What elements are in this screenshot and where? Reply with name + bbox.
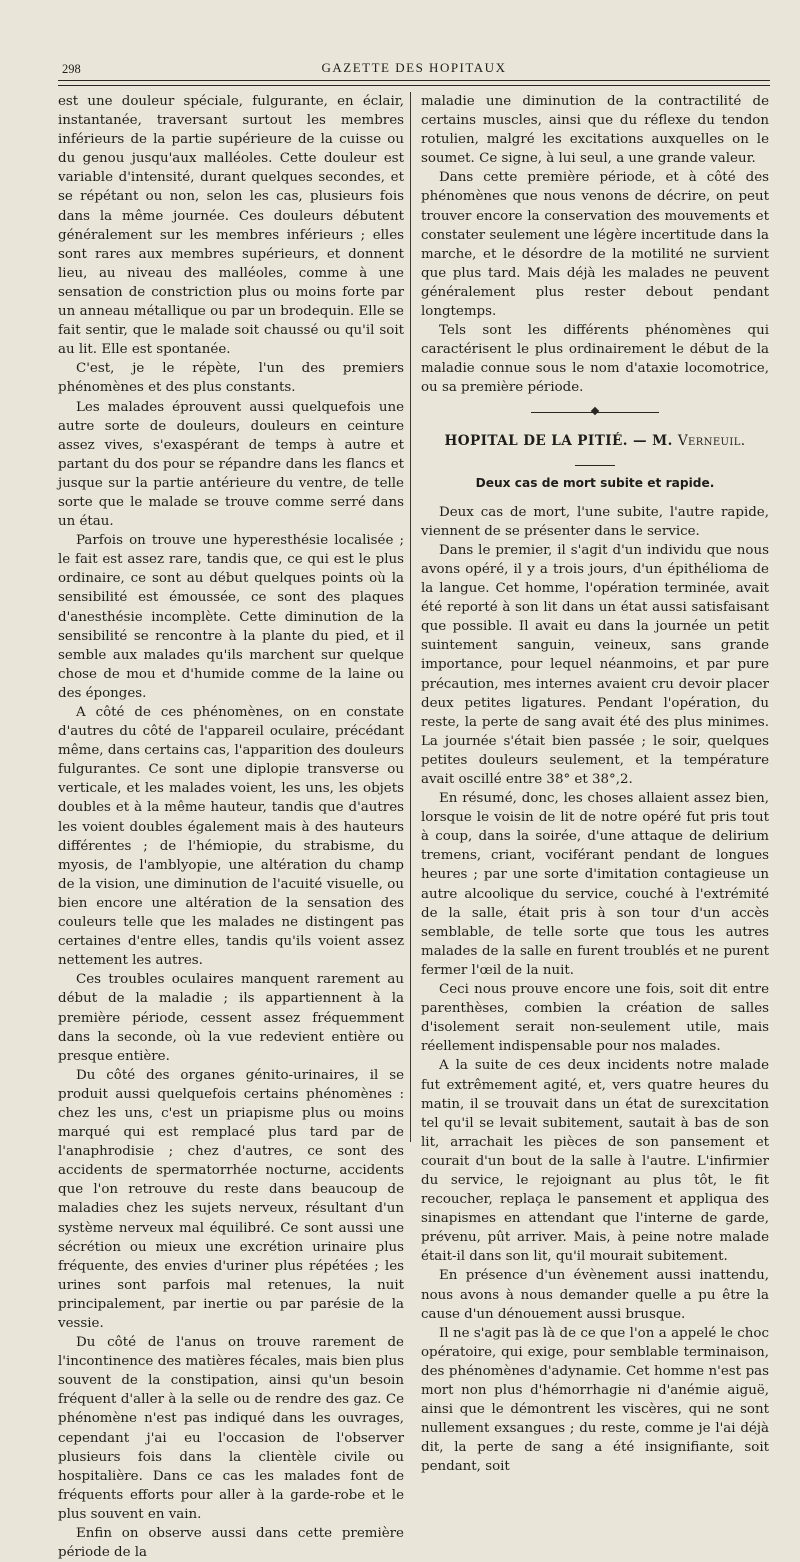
left-column (58, 92, 404, 1562)
page-header (58, 60, 770, 78)
paragraph: Parfois on trouve une hyperesthésie localisée ; le fait est assez rare, tandis que, ce qui est le plus ordinaire, ce sont au début quelques points où la sensibilité est émoussée, ce sont des plaques d'anesthésie incomplète. Cette diminution de la sensibilité se rencontre à la plante du pied, et il semble aux malades qu'ils marchent sur quelque chose de mou et d'humide comme de la laine ou des éponges. (58, 533, 404, 701)
paragraph: C'est, je le répète, l'un des premiers phénomènes et des plus constants. (58, 361, 404, 396)
paragraph: Dans le premier, il s'agit d'un individu que nous avons opéré, il y a trois jours, d'un épithélioma de la langue. Cet homme, l'opération terminée, avait été reporté à son lit dans un état aussi satisfaisant que possible. Il avait eu dans la journée un petit suintement sanguin, veineux, sans grande importance, pour lequel néanmoins, et par pure précaution, mes internes avaient cru devoir placer deux petites ligatures. Pendant l'opération, du reste, la perte de sang avait été des plus minimes. La journée s'était bien passée ; le soir, quelques petites douleurs seulement, et la température avait oscillé entre 38° et 38°,2. (421, 542, 769, 787)
paragraph: maladie une diminution de la contractilité de certains muscles, ainsi que du réflexe du tendon rotulien, malgré les excitations auxquelles on le soumet. Ce signe, à lui seul, a une grande valeur. (421, 94, 769, 167)
paragraph: est une douleur spéciale, fulgurante, en éclair, instantanée, traversant surtout les membres inférieurs de la partie supérieure de la cuisse ou du genou jusqu'aux malléoles. Cette douleur est variable d'intensité, durant quelques secondes, et se répétant ou non, selon les cas, plusieurs fois dans la même journée. Ces douleurs débutent généralement sur les membres inférieurs ; elles sont rares aux membres supérieurs, et donnent lieu, au niveau des malléoles, comme à une sensation de constriction plus ou moins forte par un anneau métallique ou par un brodequin. Elle se fait sentir, que le malade soit chaussé ou qu'il soit au lit. Elle est spontanée. (58, 94, 404, 358)
paragraph: Du côté des organes génito-urinaires, il se produit aussi quelquefois certains phénomènes : chez les uns, c'est un priapisme plus ou moins marqué qui est remplacé plus tard par de l'anaphrodisie ; chez d'autres, ce sont des accidents de spermatorrhée nocturne, accidents que l'on retrouve du reste dans beaucoup de maladies chez les sujets nerveux, résultant d'un système nerveux mal équilibré. Ce sont aussi une sécrétion ou mieux une excrétion urinaire plus fréquente, des envies d'uriner plus répétées ; les urines sont parfois mal retenues, la nuit principalement, par inertie ou par parésie de la vessie. (58, 1067, 404, 1331)
paragraph: Ceci nous prouve encore une fois, soit dit entre parenthèses, combien la création de salles d'isolement serait non-seulement utile, mais réellement indispensable pour nos malades. (421, 982, 769, 1055)
separator-ornament (591, 406, 599, 414)
paragraph: Enfin on observe aussi dans cette première période de la (58, 1526, 404, 1561)
hospital-name: HOPITAL DE LA PITIÉ. — M. (444, 432, 673, 449)
page-number: 298 (62, 62, 81, 76)
section-author: Verneuil. (677, 432, 746, 449)
section-heading (421, 432, 769, 451)
paragraph: Il ne s'agit pas là de ce que l'on a appelé le choc opératoire, qui exige, pour semblable terminaison, des phénomènes d'adynamie. Cet homme n'est pas mort non plus d'hémorrhagie ni d'anémie aiguë, ainsi que le démontrent les viscères, qui ne sont nullement exsangues ; du reste, comme je l'ai déjà dit, la perte de sang a été insignifiante, soit pendant, soit (421, 1325, 769, 1475)
column-divider (410, 92, 411, 1142)
paragraph: Tels sont les différents phénomènes qui caractérisent le plus ordinairement le début de la maladie connue sous le nom d'ataxie locomotrice, ou sa première période. (421, 323, 769, 396)
paragraph: A côté de ces phénomènes, on en constate d'autres du côté de l'appareil oculaire, précédant même, dans certains cas, l'apparition des douleurs fulgurantes. Ce sont une diplopie transverse ou verticale, et les malades voient, les uns, les objets doubles et à la même hauteur, tandis que d'autres les voient doubles également mais à des hauteurs différentes ; de l'hémiopie, du strabisme, du myosis, de l'amblyopie, une altération du champ de la vision, une diminution de l'acuité visuelle, ou bien encore une altération de la sensation des couleurs telle que les malades ne distingent pas certaines d'entre elles, tandis qu'ils voient assez nettement les autres. (58, 705, 404, 969)
journal-title: GAZETTE DES HOPITAUX (321, 60, 507, 75)
paragraph: Les malades éprouvent aussi quelquefois une autre sorte de douleurs, douleurs en ceinture assez vives, s'exaspérant de temps à autre et partant du dos pour se répandre dans les flancs et jusque sur la partie antérieure du ventre, de telle sorte que le malade se trouve comme serré dans un étau. (58, 399, 404, 530)
paragraph: Ces troubles oculaires manquent rarement au début de la maladie ; ils appartiennent à la première période, cessent assez fréquemment dans la seconde, où la vue redevient entière ou presque entière. (58, 972, 404, 1064)
section-separator (421, 404, 769, 422)
header-rule (58, 80, 770, 86)
paragraph: En présence d'un évènement aussi inattendu, nous avons à nous demander quelle a pu être la cause d'un dénouement aussi brusque. (421, 1268, 769, 1322)
paragraph: En résumé, donc, les choses allaient assez bien, lorsque le voisin de lit de notre opéré fut pris tout à coup, dans la soirée, d'une attaque de delirium tremens, criant, vociférant pendant de longues heures ; par une sorte d'imitation contagieuse un autre alcoolique du service, couché à l'extrémité de la salle, était pris à son tour d'un accès semblable, de telle sorte que tous les autres malades de la salle en furent troublés et ne purent fermer l'œil de la nuit. (421, 791, 769, 978)
heading-rule (575, 465, 615, 466)
article-subtitle: Deux cas de mort subite et rapide. (475, 475, 715, 490)
paragraph: Deux cas de mort, l'une subite, l'autre rapide, viennent de se présenter dans le service. (421, 504, 769, 539)
paragraph: A la suite de ces deux incidents notre malade fut extrêmement agité, et, vers quatre heures du matin, il se trouvait dans un état de surexcitation tel qu'il se levait subitement, sautait à bas de son lit, arrachait les pièces de son pansement et courait d'un bout de la salle à l'autre. L'infirmier du service, le rejoignant au plus tôt, le fit recoucher, replaça le pansement et appliqua des sinapismes en attendant que l'interne de garde, prévenu, pût arriver. Mais, à peine notre malade était-il dans son lit, qu'il mourait subitement. (421, 1058, 769, 1265)
paragraph: Du côté de l'anus on trouve rarement de l'incontinence des matières fécales, mais bien plus souvent de la constipation, ainsi qu'un besoin fréquent d'aller à la selle ou de rendre des gaz. Ce phénomène n'est pas indiqué dans les ouvrages, cependant j'ai eu l'occasion de l'observer plusieurs fois dans la clientèle civile ou hospitalière. Dans ce cas les malades font de fréquents efforts pour aller à la garde-robe et le plus souvent en vain. (58, 1335, 404, 1522)
right-column (421, 92, 769, 1476)
paragraph: Dans cette première période, et à côté des phénomènes que nous venons de décrire, on peut trouver encore la conservation des mouvements et constater seulement une légère incertitude dans la marche, et le désordre de la motilité ne survient que plus tard. Mais déjà les malades ne peuvent généralement plus rester debout pendant longtemps. (421, 170, 769, 320)
